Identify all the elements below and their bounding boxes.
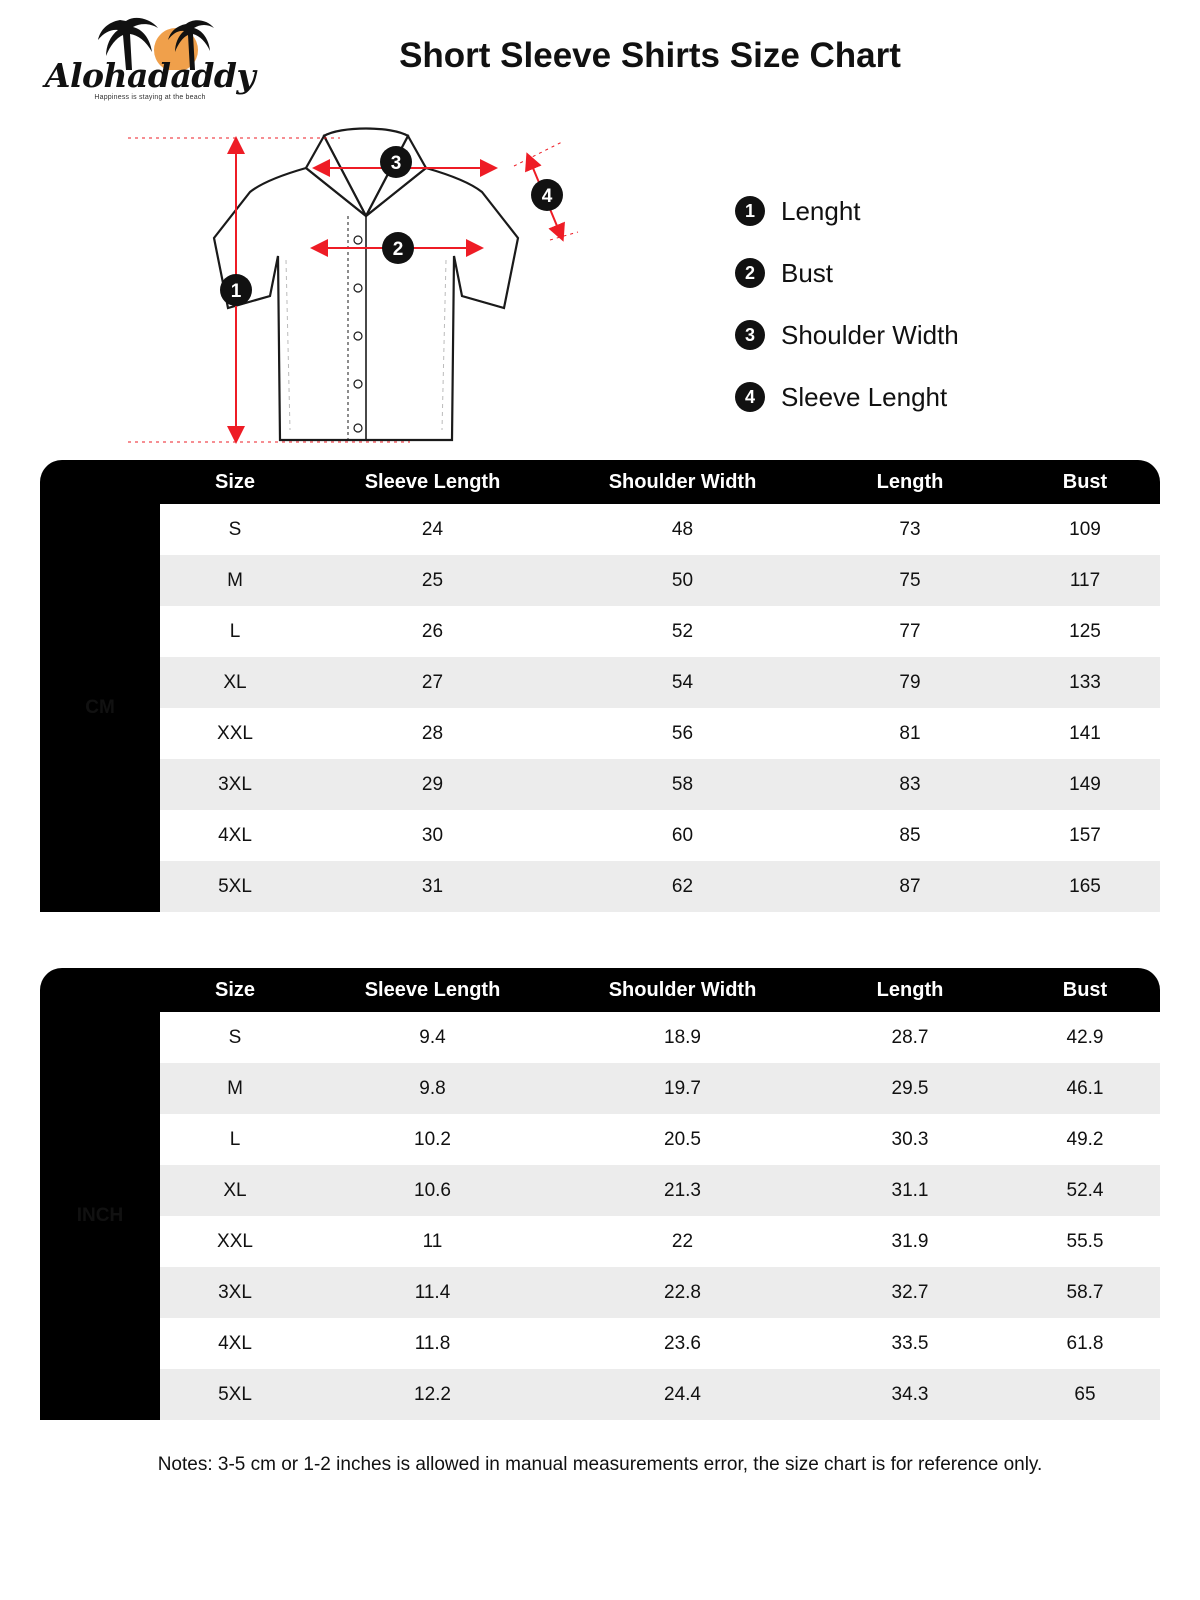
cell-size: 5XL: [160, 861, 310, 912]
table-row: [40, 1165, 1160, 1216]
cell-length: 77: [810, 606, 1010, 657]
column-header-bust: Bust: [1010, 968, 1160, 1012]
brand-tagline: Happiness is staying at the beach: [94, 94, 206, 101]
column-header-length: Length: [810, 460, 1010, 504]
column-header-shoulder-width: Shoulder Width: [555, 460, 810, 504]
cell-sleeve-length: 9.8: [310, 1063, 555, 1114]
measurement-legend: [735, 180, 959, 428]
table-row: [40, 810, 1160, 861]
cell-shoulder-width: 58: [555, 759, 810, 810]
table-spacer: [0, 912, 1200, 968]
column-header-shoulder-width: Shoulder Width: [555, 968, 810, 1012]
cell-length: 75: [810, 555, 1010, 606]
cell-length: 83: [810, 759, 1010, 810]
cell-bust: 61.8: [1010, 1318, 1160, 1369]
cell-size: XL: [160, 657, 310, 708]
cell-shoulder-width: 20.5: [555, 1114, 810, 1165]
table-header-row: [40, 460, 1160, 504]
svg-text:1: 1: [230, 281, 242, 302]
table-row: [40, 1216, 1160, 1267]
unit-label-cm: CM: [40, 504, 160, 912]
column-header-bust: Bust: [1010, 460, 1160, 504]
table-row: [40, 1318, 1160, 1369]
legend-label-2: Bust: [781, 257, 834, 288]
cell-length: 29.5: [810, 1063, 1010, 1114]
page-header: [0, 0, 1200, 120]
cell-bust: 55.5: [1010, 1216, 1160, 1267]
svg-text:3: 3: [390, 153, 402, 174]
cell-length: 87: [810, 861, 1010, 912]
column-header-size: Size: [160, 968, 310, 1012]
cell-sleeve-length: 27: [310, 657, 555, 708]
cell-bust: 125: [1010, 606, 1160, 657]
cell-sleeve-length: 30: [310, 810, 555, 861]
cell-sleeve-length: 29: [310, 759, 555, 810]
cell-bust: 133: [1010, 657, 1160, 708]
unit-header-cm: [40, 460, 160, 504]
legend-number-1: 1: [735, 196, 765, 226]
cell-bust: 52.4: [1010, 1165, 1160, 1216]
cell-length: 31.1: [810, 1165, 1010, 1216]
cell-shoulder-width: 48: [555, 504, 810, 555]
cell-sleeve-length: 25: [310, 555, 555, 606]
inch-table-wrap: [40, 968, 1160, 1420]
unit-header-inch: [40, 968, 160, 1012]
legend-label-4: Sleeve Lenght: [781, 381, 948, 412]
column-header-size: Size: [160, 460, 310, 504]
table-row: [40, 1114, 1160, 1165]
cell-length: 34.3: [810, 1369, 1010, 1420]
cell-size: 5XL: [160, 1369, 310, 1420]
cell-sleeve-length: 12.2: [310, 1369, 555, 1420]
short-sleeve-shirt-outline-icon: [110, 120, 630, 460]
measurement-diagram: [0, 120, 1200, 460]
cell-shoulder-width: 62: [555, 861, 810, 912]
table-row: [40, 861, 1160, 912]
cell-bust: 46.1: [1010, 1063, 1160, 1114]
cell-sleeve-length: 11: [310, 1216, 555, 1267]
legend-item-bust: [735, 242, 959, 304]
cell-shoulder-width: 19.7: [555, 1063, 810, 1114]
cell-sleeve-length: 26: [310, 606, 555, 657]
cell-bust: 49.2: [1010, 1114, 1160, 1165]
cell-size: S: [160, 504, 310, 555]
cell-bust: 149: [1010, 759, 1160, 810]
column-header-sleeve-length: Sleeve Length: [310, 460, 555, 504]
cell-shoulder-width: 23.6: [555, 1318, 810, 1369]
cell-shoulder-width: 22.8: [555, 1267, 810, 1318]
size-table-inch: [40, 968, 1160, 1420]
cell-sleeve-length: 10.6: [310, 1165, 555, 1216]
cell-size: XXL: [160, 1216, 310, 1267]
svg-text:2: 2: [392, 239, 404, 260]
cell-shoulder-width: 24.4: [555, 1369, 810, 1420]
cell-length: 31.9: [810, 1216, 1010, 1267]
legend-number-2: 2: [735, 258, 765, 288]
cell-size: 4XL: [160, 1318, 310, 1369]
size-table-cm: [40, 460, 1160, 912]
table-row: [40, 1063, 1160, 1114]
svg-text:4: 4: [541, 186, 553, 207]
table-row: [40, 1369, 1160, 1420]
cell-sleeve-length: 24: [310, 504, 555, 555]
cell-bust: 141: [1010, 708, 1160, 759]
legend-label-3: Shoulder Width: [781, 319, 959, 350]
cell-shoulder-width: 60: [555, 810, 810, 861]
cell-bust: 58.7: [1010, 1267, 1160, 1318]
cell-length: 30.3: [810, 1114, 1010, 1165]
cell-length: 81: [810, 708, 1010, 759]
cell-sleeve-length: 10.2: [310, 1114, 555, 1165]
column-header-sleeve-length: Sleeve Length: [310, 968, 555, 1012]
cell-bust: 65: [1010, 1369, 1160, 1420]
cell-length: 32.7: [810, 1267, 1010, 1318]
table-row: [40, 555, 1160, 606]
cell-shoulder-width: 18.9: [555, 1012, 810, 1063]
cell-bust: 165: [1010, 861, 1160, 912]
table-row: [40, 1012, 1160, 1063]
cell-size: 4XL: [160, 810, 310, 861]
cell-shoulder-width: 50: [555, 555, 810, 606]
legend-number-3: 3: [735, 320, 765, 350]
cell-bust: 117: [1010, 555, 1160, 606]
cell-size: M: [160, 555, 310, 606]
cell-length: 33.5: [810, 1318, 1010, 1369]
cell-size: S: [160, 1012, 310, 1063]
cell-sleeve-length: 28: [310, 708, 555, 759]
cell-length: 85: [810, 810, 1010, 861]
legend-label-1: Lenght: [781, 195, 861, 226]
cell-sleeve-length: 11.8: [310, 1318, 555, 1369]
cell-size: XL: [160, 1165, 310, 1216]
unit-label-inch: INCH: [40, 1012, 160, 1420]
cell-shoulder-width: 54: [555, 657, 810, 708]
brand-name: Alohadaddy: [44, 56, 256, 95]
legend-number-4: 4: [735, 382, 765, 412]
table-row: [40, 657, 1160, 708]
cell-size: M: [160, 1063, 310, 1114]
cell-bust: 42.9: [1010, 1012, 1160, 1063]
cell-size: L: [160, 1114, 310, 1165]
table-header-row: [40, 968, 1160, 1012]
cell-shoulder-width: 22: [555, 1216, 810, 1267]
cell-shoulder-width: 56: [555, 708, 810, 759]
cell-length: 73: [810, 504, 1010, 555]
notes-text: Notes: 3-5 cm or 1-2 inches is allowed in manual measurements error, the size chart is for reference only.: [157, 1454, 1043, 1475]
cell-size: 3XL: [160, 759, 310, 810]
table-row: [40, 1267, 1160, 1318]
brand-logo: [30, 14, 270, 106]
table-row: [40, 708, 1160, 759]
cm-table-wrap: [40, 460, 1160, 912]
table-row: [40, 759, 1160, 810]
cell-sleeve-length: 9.4: [310, 1012, 555, 1063]
cell-shoulder-width: 21.3: [555, 1165, 810, 1216]
cell-bust: 109: [1010, 504, 1160, 555]
cell-length: 79: [810, 657, 1010, 708]
cell-size: XXL: [160, 708, 310, 759]
cell-length: 28.7: [810, 1012, 1010, 1063]
cell-size: L: [160, 606, 310, 657]
legend-item-shoulder-width: [735, 304, 959, 366]
cell-shoulder-width: 52: [555, 606, 810, 657]
table-row: [40, 504, 1160, 555]
cell-sleeve-length: 31: [310, 861, 555, 912]
legend-item-length: [735, 180, 959, 242]
column-header-length: Length: [810, 968, 1010, 1012]
cell-size: 3XL: [160, 1267, 310, 1318]
cell-sleeve-length: 11.4: [310, 1267, 555, 1318]
page-title: Short Sleeve Shirts Size Chart: [399, 36, 901, 75]
legend-item-sleeve-length: [735, 366, 959, 428]
cell-bust: 157: [1010, 810, 1160, 861]
table-row: [40, 606, 1160, 657]
